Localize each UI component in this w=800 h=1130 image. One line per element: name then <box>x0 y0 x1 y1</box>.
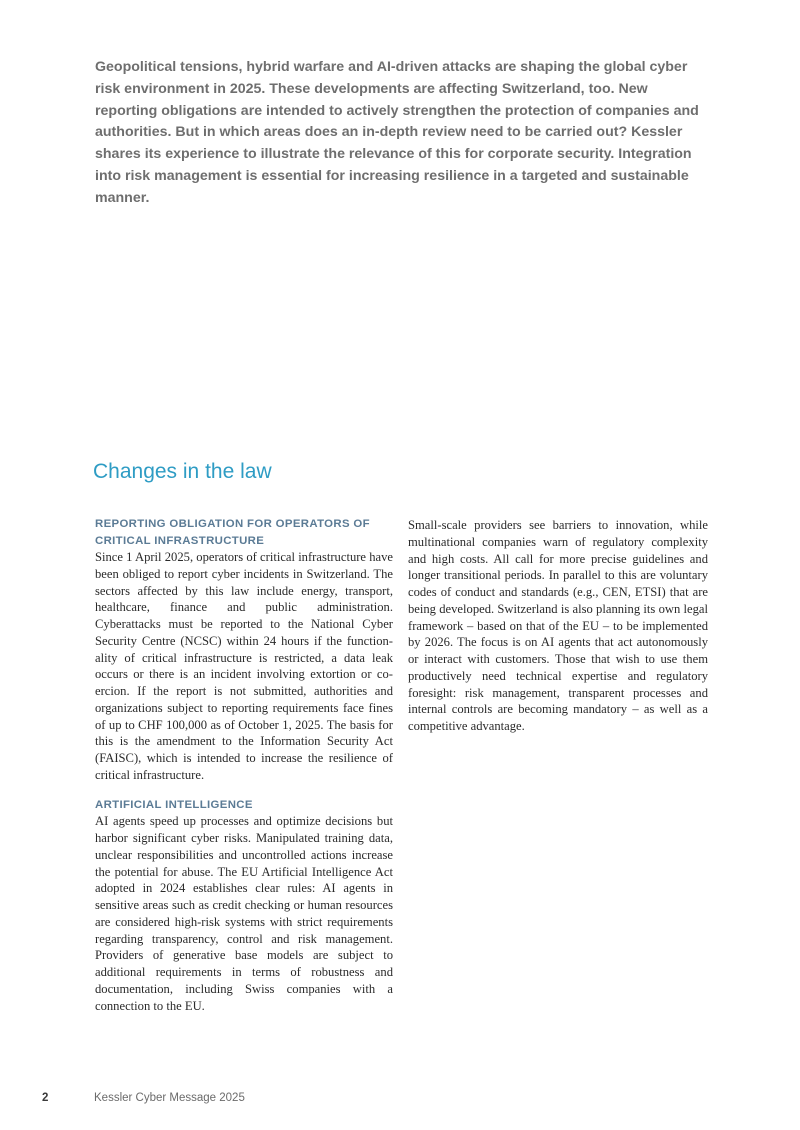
page-footer <box>42 1091 245 1105</box>
artificial-intelligence-heading: ARTIFICIAL INTELLIGENCE <box>95 798 253 811</box>
left-column <box>95 516 393 1014</box>
right-column <box>408 516 708 735</box>
intro-paragraph: Geopolitical tensions, hybrid warfare and AI-driven attacks are shaping the global cyber risk environment in 2025. These developments are affecting Switzerland, too. New reporting obligations are intended to actively strengthen the protection of companies and authorities. But in which areas does an in-depth review need to be carried out? Kessler shares its experience to illustrate the relevance of this for corporate security. Integration into risk management is essential for increasing resilience in a targeted and sustainable manner. <box>95 59 699 206</box>
reporting-obligation-paragraph: Since 1 April 2025, operators of critical infrastructure have been obliged to report cyber incidents in Switzerland. The sectors affected by this law include energy, transport, healthcare, finance and public administration. Cyberattacks must be reported to the National Cyber Security Centre (NCSC) within 24 hours if the functionality of critical infrastructure is restricted, a data leak occurs or there is an incident involving extortion or coercion. If the report is not submitted, authorities and organizations subject to reporting requirements face fines of up to CHF 100,000 as of October 1, 2025. The basis for this is the amendment to the Information Security Act (FAISC), which is intended to increase the resilience of critical infrastructure. <box>95 550 393 782</box>
publication-title: Kessler Cyber Message 2025 <box>94 1092 245 1104</box>
right-column-paragraph: Small-scale providers see barriers to innovation, while multinational companies warn of regulatory complexity and high costs. All call for more precise guidelines and longer transitional periods. In parallel to this are voluntary codes of conduct and standards (e.g., CEN, ETSI) that are being developed. Switzerland is also planning its own legal framework – based on that of the EU – to be implemented by 2026. The focus is on AI agents that act autonomously or interact with customers. Those that wish to use them productively need technical expertise and regulatory foresight: risk management, transparent processes and internal controls are becoming mandatory – as well as a competitive advantage. <box>408 518 708 733</box>
section-title: Changes in the law <box>93 460 272 483</box>
reporting-obligation-heading: REPORTING OBLIGATION FOR OPERATORS OF CRITICAL INFRASTRUCTURE <box>95 518 370 547</box>
page-number: 2 <box>42 1092 49 1104</box>
artificial-intelligence-paragraph: AI agents speed up processes and optimize decisions but harbor significant cyber risks. Manipulated training data, unclear responsibilities and uncontrolled actions increase the potential for abuse. The EU Artificial Intelligence Act adopted in 2024 establishes clear rules: AI agents in sensitive areas such as credit checking or human resources are considered high-risk systems with strict requirements regarding transparency, control and risk management. Providers of generative base models are subject to additional requirements in terms of robustness and documentation, including Swiss companies with a connection to the EU. <box>95 814 393 1013</box>
